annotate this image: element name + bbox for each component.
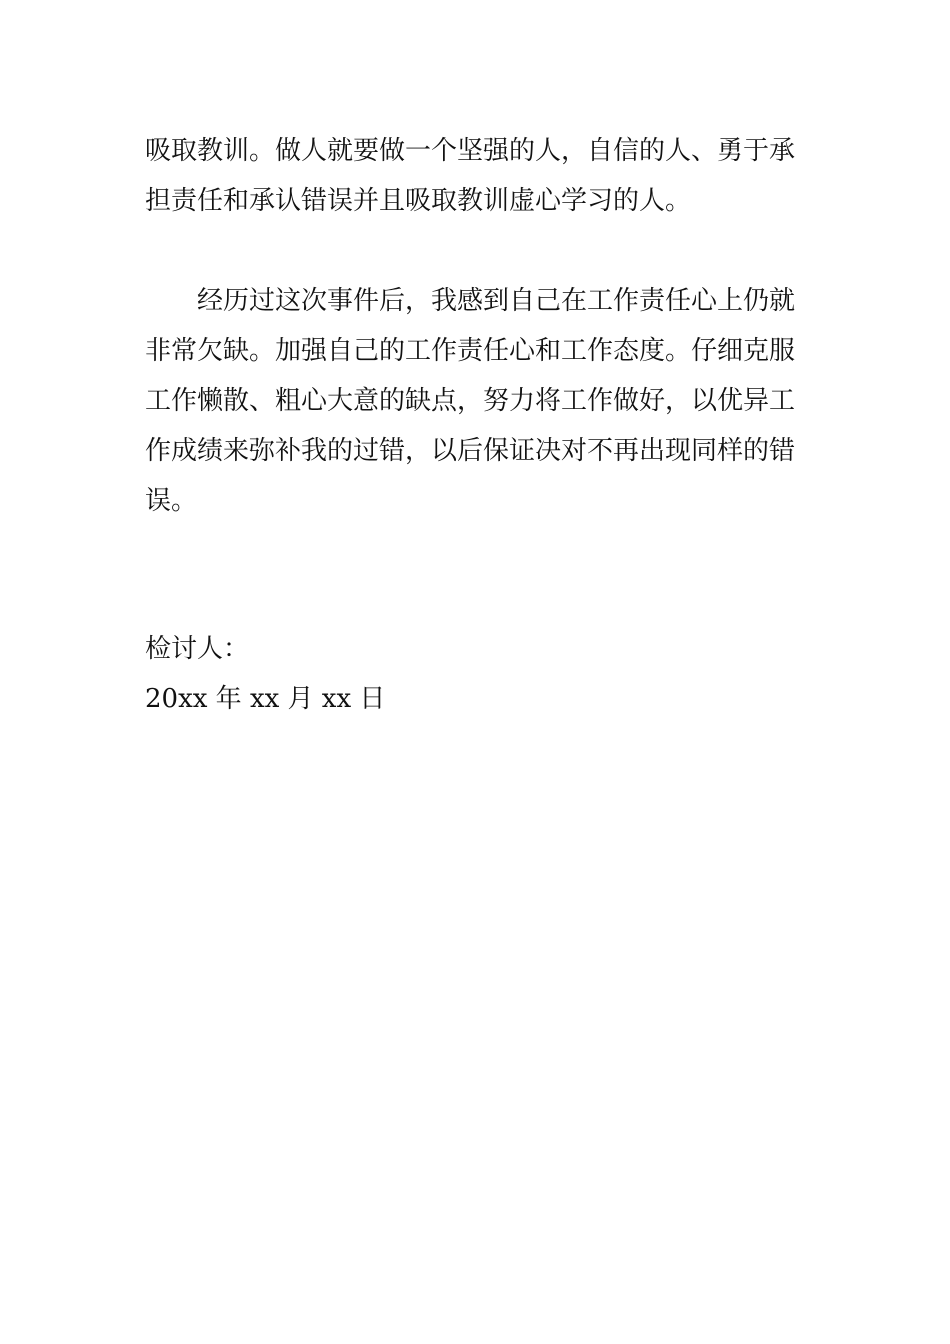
paragraph-line: 经历过这次事件后，我感到自己在工作责任心上仍就 — [197, 286, 796, 316]
paragraph-line: 担责任和承认错误并且吸取教训虚心学习的人。 — [145, 186, 692, 216]
signature-label: 检讨人： — [145, 634, 250, 664]
paragraph-line: 作成绩来弥补我的过错，以后保证决对不再出现同样的错 — [145, 436, 796, 466]
paragraph-line: 吸取教训。做人就要做一个坚强的人，自信的人、勇于承 — [145, 136, 796, 166]
paragraph-line: 非常欠缺。加强自己的工作责任心和工作态度。仔细克服 — [145, 336, 796, 366]
signature-date: 20xx 年 xx 月 xx 日 — [145, 684, 386, 714]
paragraph-line: 误。 — [145, 486, 198, 516]
paragraph-line: 工作懒散、粗心大意的缺点，努力将工作做好，以优异工 — [145, 386, 796, 416]
